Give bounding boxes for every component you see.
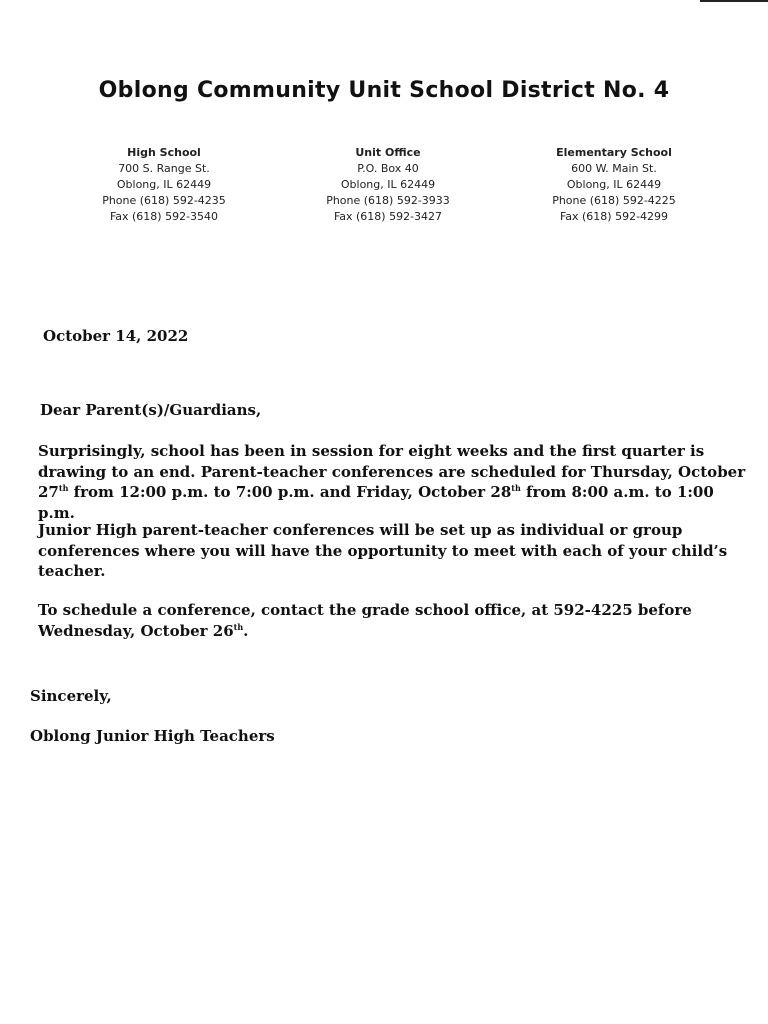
office-block-high-school <box>64 145 264 225</box>
paragraph-scheduling-contact <box>38 600 754 641</box>
paragraph-text: To schedule a conference, contact the grade school office, at 592-4225 before Wednesday, October 26 <box>38 601 692 640</box>
scan-edge-line <box>700 0 768 2</box>
closing: Sincerely, <box>30 687 112 705</box>
paragraph-text: . <box>243 621 249 640</box>
paragraph-text: Surprisingly, school has been in session for eight weeks and the first quarter is drawing to an end. Parent-teacher conferences are scheduled for Thursday, October 27 <box>38 442 746 501</box>
office-name: High School <box>127 146 201 159</box>
salutation: Dear Parent(s)/Guardians, <box>40 401 262 419</box>
office-block-unit-office <box>288 145 488 225</box>
ordinal-suffix: th <box>58 483 69 493</box>
office-fax: Fax (618) 592-4299 <box>559 210 669 223</box>
paragraph-conference-schedule <box>38 441 754 523</box>
office-phone: Phone (618) 592-4225 <box>552 194 676 207</box>
paragraph-text: from 8:00 a.m. to 1:00 p.m. <box>38 483 714 522</box>
ordinal-suffix: th <box>511 483 521 493</box>
office-name: Unit Office <box>355 146 421 159</box>
office-city: Oblong, IL 62449 <box>116 178 212 191</box>
paragraph-junior-high-conferences: Junior High parent-teacher conferences will be set up as individual or group conferences where you will have the opportunity to meet with each of your child’s teacher. <box>38 521 728 580</box>
office-name: Elementary School <box>556 146 672 159</box>
signature: Oblong Junior High Teachers <box>30 727 275 745</box>
office-fax: Fax (618) 592-3540 <box>109 210 219 223</box>
ordinal-suffix: th <box>233 621 244 632</box>
paragraph-text: from 12:00 p.m. to 7:00 p.m. and Friday, October 28 <box>68 483 512 501</box>
office-fax: Fax (618) 592-3427 <box>333 210 443 223</box>
office-phone: Phone (618) 592-4235 <box>102 194 226 207</box>
office-block-elementary-school <box>514 145 714 225</box>
letter-date: October 14, 2022 <box>43 327 189 345</box>
office-address: 600 W. Main St. <box>571 162 657 175</box>
office-address: 700 S. Range St. <box>118 162 210 175</box>
office-address: P.O. Box 40 <box>357 162 419 175</box>
office-city: Oblong, IL 62449 <box>566 178 662 191</box>
office-phone: Phone (618) 592-3933 <box>326 194 450 207</box>
office-city: Oblong, IL 62449 <box>340 178 436 191</box>
district-title: Oblong Community Unit School District No. 4 <box>98 78 670 103</box>
